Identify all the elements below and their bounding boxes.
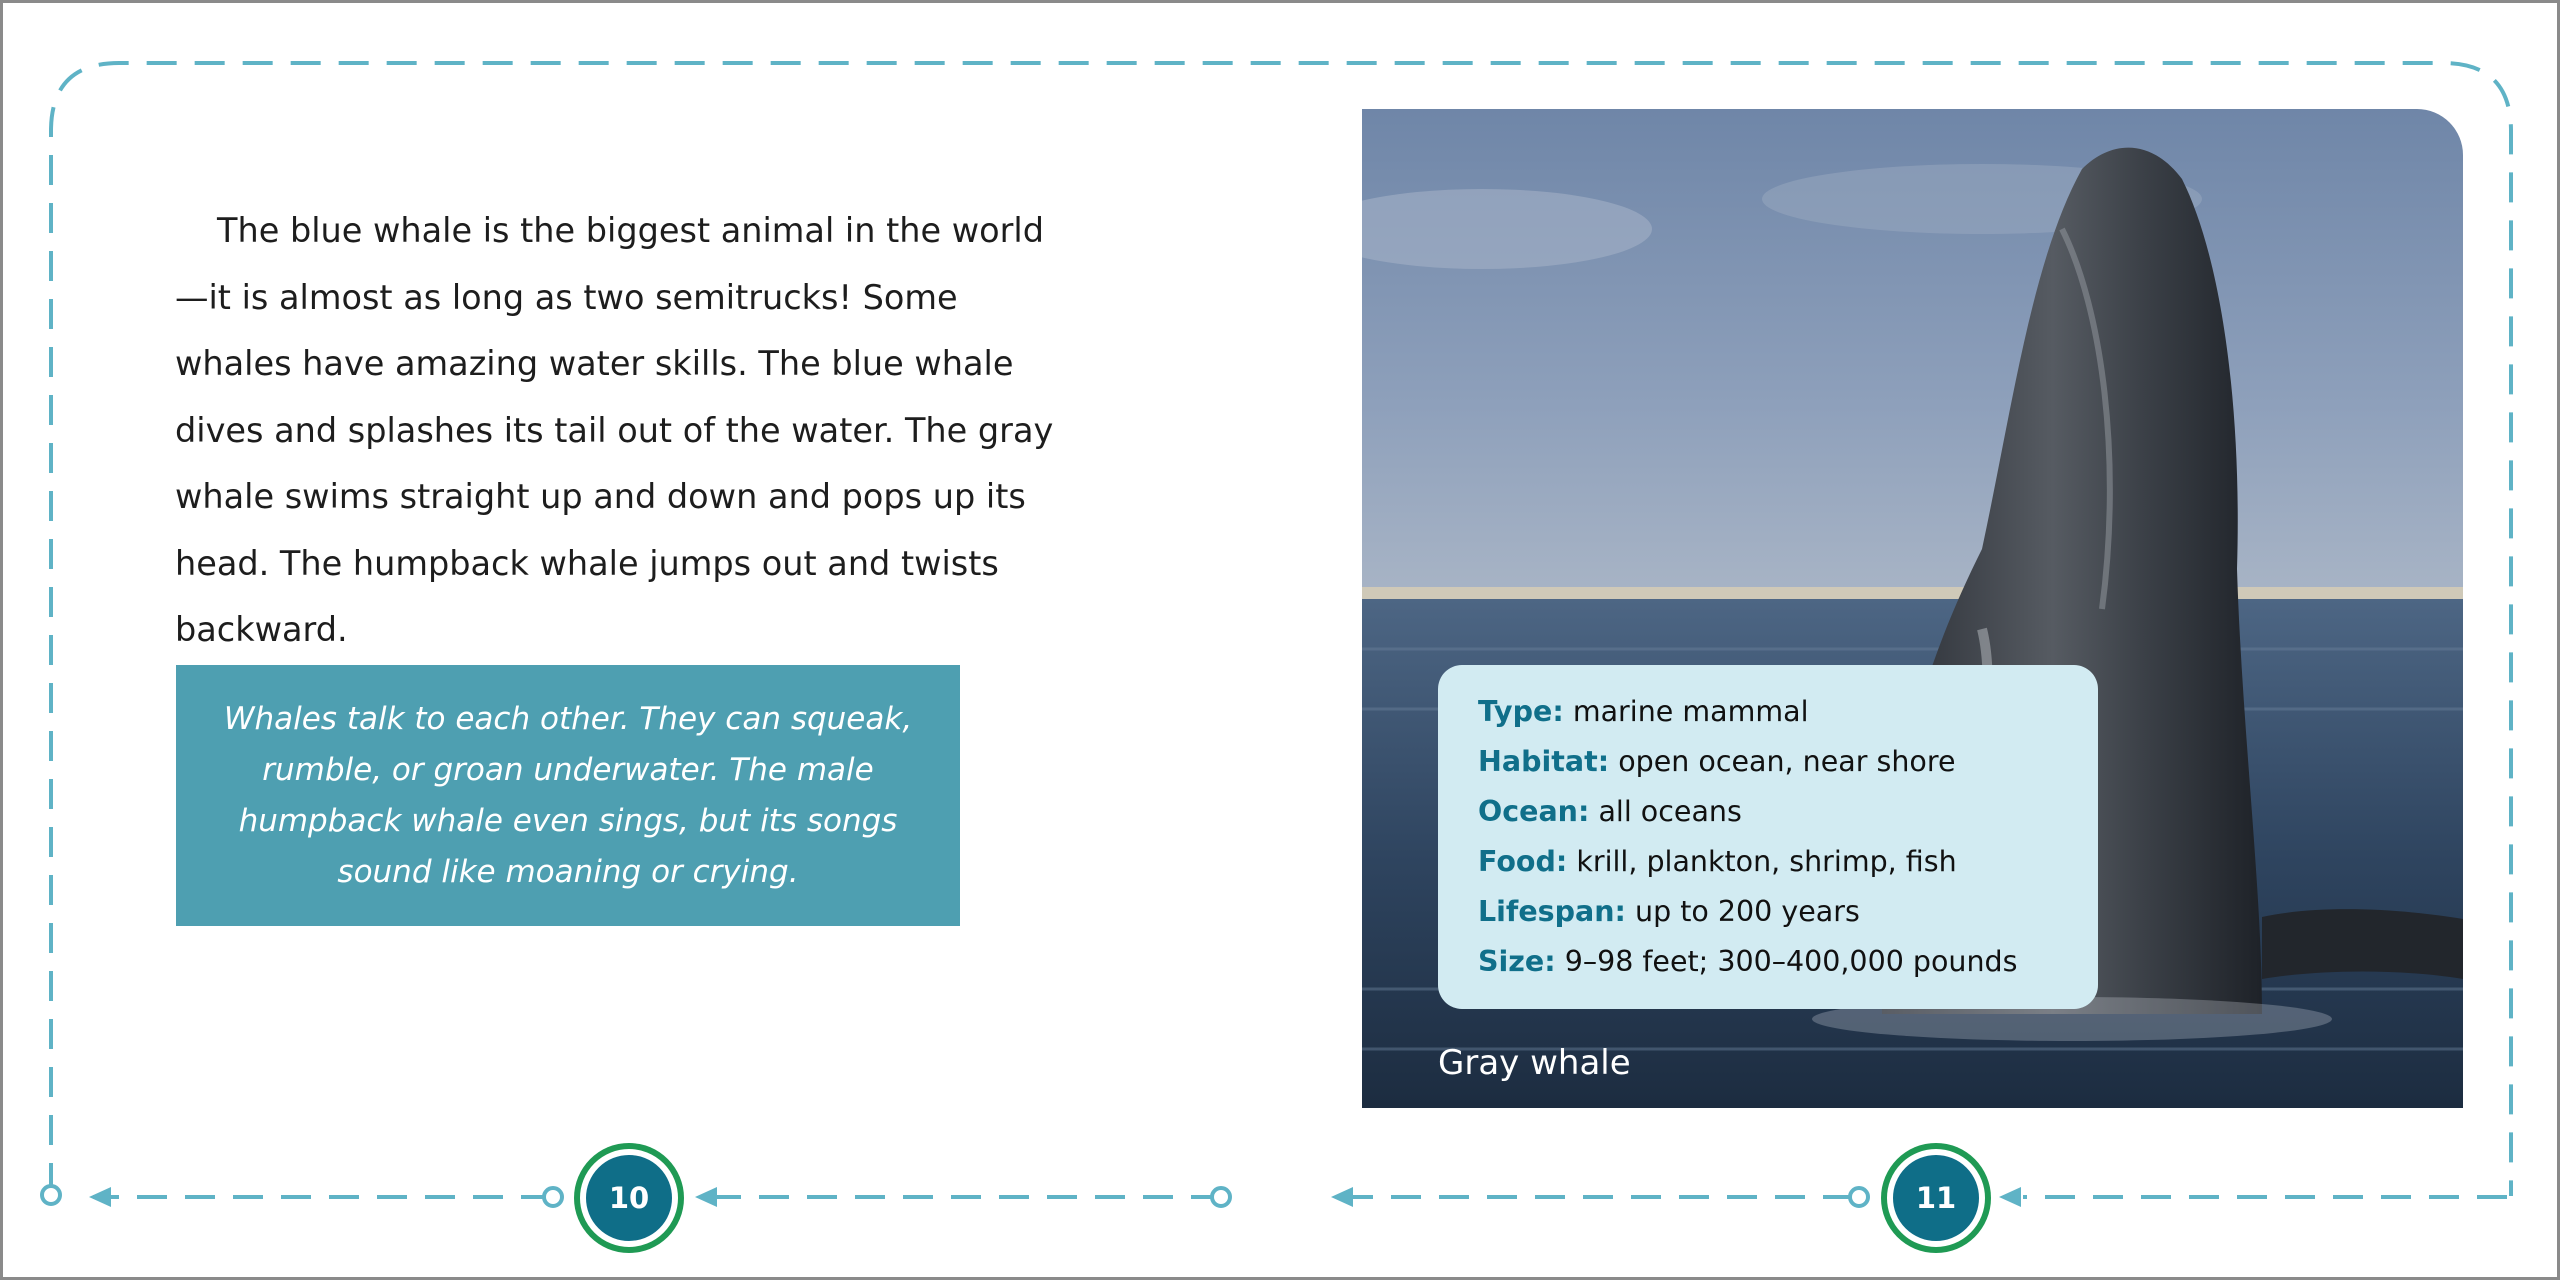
left-arrow-icon (695, 1187, 717, 1207)
frame-node-icon (1212, 1188, 1230, 1206)
left-arrow-icon (1331, 1187, 1353, 1207)
info-row-type (1478, 687, 2098, 737)
info-value: up to 200 years (1635, 895, 1860, 928)
info-row-size (1478, 937, 2098, 987)
fact-box (176, 665, 960, 926)
info-value: all oceans (1598, 795, 1742, 828)
info-value: krill, plankton, shrimp, fish (1576, 845, 1957, 878)
info-label: Type: (1478, 695, 1564, 728)
info-value: open ocean, near shore (1618, 745, 1956, 778)
fact-box-text: Whales talk to each other. They can squeak, rumble, or groan underwater. The male humpback whale even sings, but its songs sound like moaning or crying. (223, 700, 913, 890)
info-label: Ocean: (1478, 795, 1590, 828)
info-value: marine mammal (1572, 695, 1809, 728)
left-arrow-icon (1999, 1187, 2021, 1207)
frame-node-icon (42, 1186, 60, 1204)
info-label: Size: (1478, 945, 1556, 978)
left-arrow-icon (89, 1187, 111, 1207)
info-row-habitat (1478, 737, 2098, 787)
page-number-left: 10 (580, 1149, 678, 1247)
photo-caption: Gray whale (1438, 1043, 1631, 1083)
frame-node-icon (544, 1188, 562, 1206)
info-label: Food: (1478, 845, 1568, 878)
animal-info-card (1438, 665, 2098, 1009)
frame-node-icon (1850, 1188, 1868, 1206)
body-paragraph: The blue whale is the biggest animal in the world—it is almost as long as two semitrucks! Some whales have amazing water skills. The blue whale dives and splashes its tail out of the water. The gray whale swims straight up and down and pops up its head. The humpback whale jumps out and twists backward. (175, 211, 1054, 649)
info-value: 9–98 feet; 300–400,000 pounds (1564, 945, 2018, 978)
page-number-right: 11 (1887, 1149, 1985, 1247)
info-row-ocean (1478, 787, 2098, 837)
info-row-food (1478, 837, 2098, 887)
info-row-lifespan (1478, 887, 2098, 937)
info-label: Lifespan: (1478, 895, 1626, 928)
info-label: Habitat: (1478, 745, 1610, 778)
